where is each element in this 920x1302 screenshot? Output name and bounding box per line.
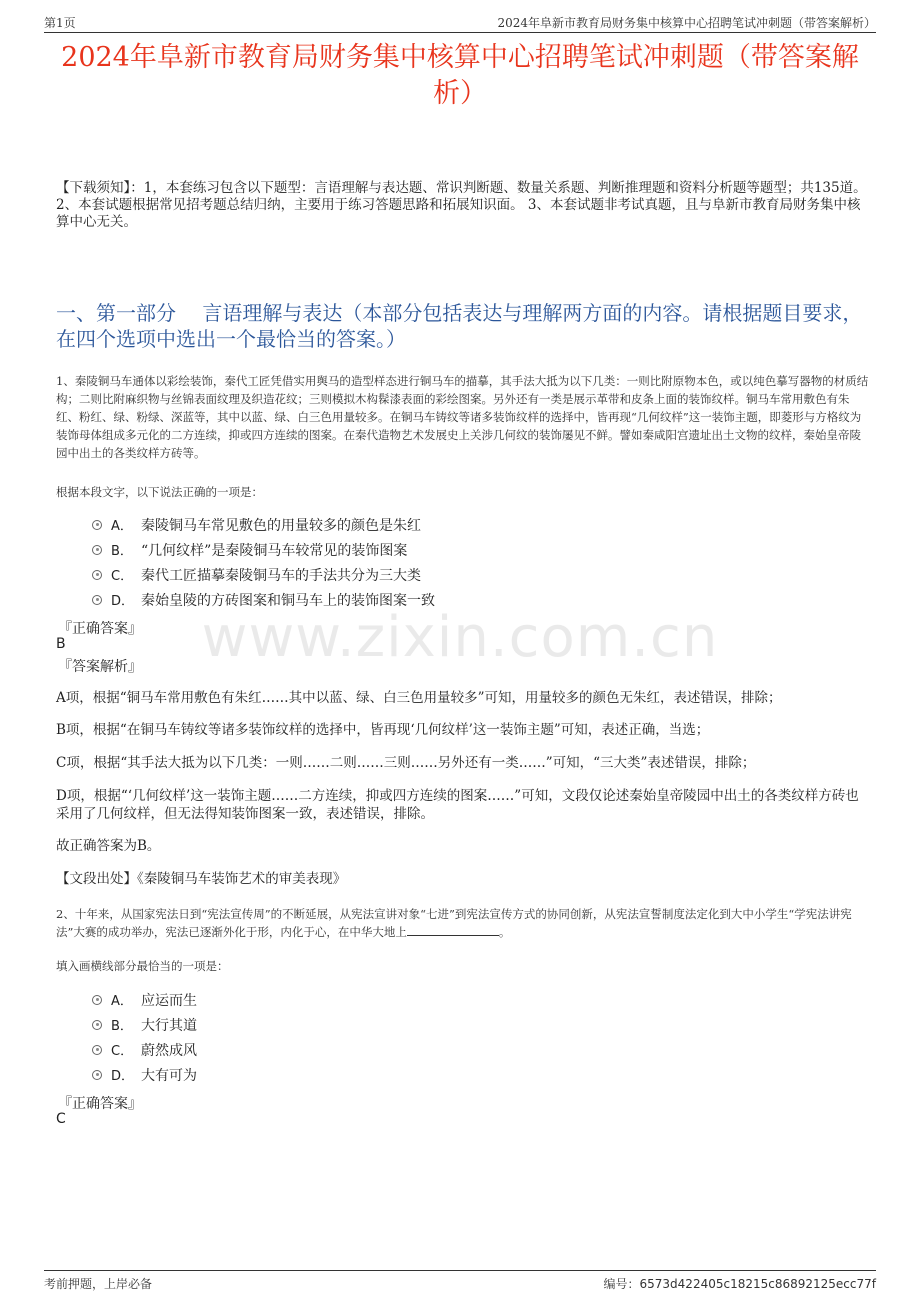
option-c[interactable] xyxy=(92,1037,197,1062)
option-d[interactable] xyxy=(92,1062,197,1087)
analysis-conclusion: 故正确答案为B。 xyxy=(56,838,161,854)
page-footer xyxy=(44,1270,876,1293)
option-letter: A． xyxy=(111,994,133,1009)
question-2-options xyxy=(92,987,197,1087)
footer-slogan: 考前押题，上岸必备 xyxy=(44,1277,153,1291)
document-title: 2024年阜新市教育局财务集中核算中心招聘笔试冲刺题（带答案解析） xyxy=(61,42,859,109)
radio-icon[interactable] xyxy=(92,995,102,1005)
footer-code xyxy=(604,1275,877,1292)
option-a[interactable] xyxy=(92,987,197,1012)
option-letter: D． xyxy=(111,594,135,609)
option-letter: A． xyxy=(111,519,133,534)
header-doc-title: 2024年阜新市教育局财务集中核算中心招聘笔试冲刺题（带答案解析） xyxy=(497,16,876,30)
option-letter: B． xyxy=(111,1019,133,1034)
question-2-prompt: 填入画横线部分最恰当的一项是： xyxy=(56,959,229,973)
analysis-b: B项，根据“在铜马车铸纹等诸多装饰纹样的选择中，皆再现‘几何纹样’这一装饰主题”可知，表述正确，当选； xyxy=(56,722,710,738)
question-1-passage: 1、秦陵铜马车通体以彩绘装饰，秦代工匠凭借实用舆马的造型样态进行铜马车的描摹，其手法大抵为以下几类：一则比附原物本色，或以纯色摹写器物的材质结构；二则比附麻织物与丝锦表面纹理及织造花纹；三则模拟木构髹漆表面的彩绘图案。另外还有一类是展示革带和皮条上面的装饰纹样。铜马车常用敷色有朱红、粉红、绿、粉绿、深蓝等，其中以蓝、绿、白三色用量较多。在铜马车铸纹等诸多装饰纹样的选择中，皆再现“几何纹样”这一装饰主题，即菱形与方格纹为装饰母体组成多元化的二方连续，抑或四方连续的图案。在秦代造物艺术发展史上关涉几何纹的装饰屡见不鲜。譬如秦咸阳宫遗址出土文物的纹样，秦始皇帝陵园中出土的各类纹样方砖等。 xyxy=(56,374,869,460)
section-heading: 一、第一部分 言语理解与表达（本部分包括表达与理解两方面的内容。请根据题目要求，在四个选项中选出一个最恰当的答案。） xyxy=(56,301,863,351)
option-b[interactable] xyxy=(92,1012,197,1037)
option-text: 大有可为 xyxy=(141,1067,197,1084)
page-number: 第1页 xyxy=(44,16,76,30)
code-label: 编号： xyxy=(603,1277,640,1291)
option-letter: C． xyxy=(111,1044,134,1059)
code-value: 6573d422405c18215c86892125ecc77f xyxy=(639,1277,876,1291)
answer-value: C xyxy=(56,1111,66,1127)
watermark: www.zixin.com.cn xyxy=(201,605,719,670)
analysis-d: D项，根据“‘几何纹样’这一装饰主题……二方连续，抑或四方连续的图案……”可知，文段仅论述秦始皇帝陵园中出土的各类纹样方砖也采用了几何纹样，但无法得知装饰图案一致，表述错误，排除。 xyxy=(56,788,859,822)
question-1-options xyxy=(92,512,435,612)
analysis-label: 『答案解析』 xyxy=(58,659,142,675)
question-1-prompt: 根据本段文字，以下说法正确的一项是： xyxy=(56,485,263,499)
fill-blank xyxy=(407,923,499,936)
analysis-a: A项，根据“铜马车常用敷色有朱红……其中以蓝、绿、白三色用量较多”可知，用量较多的颜色无朱红，表述错误，排除； xyxy=(56,690,782,706)
option-letter: D． xyxy=(111,1069,135,1084)
radio-icon[interactable] xyxy=(92,1070,102,1080)
radio-icon[interactable] xyxy=(92,595,102,605)
option-text: 秦陵铜马车常见敷色的用量较多的颜色是朱红 xyxy=(141,517,421,534)
answer-value: B xyxy=(56,636,66,652)
radio-icon[interactable] xyxy=(92,1020,102,1030)
answer-label: 『正确答案』 xyxy=(58,1096,142,1112)
option-b[interactable] xyxy=(92,537,435,562)
option-c[interactable] xyxy=(92,562,435,587)
download-notice: 【下载须知】：1，本套练习包含以下题型：言语理解与表达题、常识判断题、数量关系题、判断推理题和资料分析题等题型；共135道。 2、本套试题根据常见招考题总结归纳，主要用于练习答题思路和拓展知识面。 3、本套试题非考试真题，且与阜新市教育局财务集中核算中心无关。 xyxy=(56,180,867,230)
option-text: 蔚然成风 xyxy=(141,1042,197,1059)
option-text: “几何纹样”是秦陵铜马车较常见的装饰图案 xyxy=(141,542,408,559)
answer-label: 『正确答案』 xyxy=(58,621,142,637)
option-text: 秦代工匠描摹秦陵铜马车的手法共分为三大类 xyxy=(141,567,421,584)
radio-icon[interactable] xyxy=(92,520,102,530)
radio-icon[interactable] xyxy=(92,1045,102,1055)
analysis-c: C项，根据“其手法大抵为以下几类：一则……二则……三则……另外还有一类……”可知，“三大类”表述错误，排除； xyxy=(56,755,756,771)
option-text: 应运而生 xyxy=(141,992,197,1009)
page-header xyxy=(44,12,876,33)
passage-end: 。 xyxy=(498,925,511,939)
radio-icon[interactable] xyxy=(92,570,102,580)
option-letter: B． xyxy=(111,544,133,559)
question-2-passage xyxy=(56,905,870,941)
radio-icon[interactable] xyxy=(92,545,102,555)
option-letter: C． xyxy=(111,569,134,584)
passage-text: 2、十年来，从国家宪法日到“宪法宣传周”的不断延展，从宪法宣讲对象“七进”到宪法宣传方式的协同创新，从宪法宣誓制度法定化到大中小学生“学宪法讲宪法”大赛的成功举办，宪法已逐渐外化于形，内化于心，在中华大地上 xyxy=(56,907,852,939)
option-text: 大行其道 xyxy=(141,1017,197,1034)
option-text: 秦始皇陵的方砖图案和铜马车上的装饰图案一致 xyxy=(141,592,435,609)
passage-source: 【文段出处】《秦陵铜马车装饰艺术的审美表现》 xyxy=(56,871,347,887)
option-a[interactable] xyxy=(92,512,435,537)
